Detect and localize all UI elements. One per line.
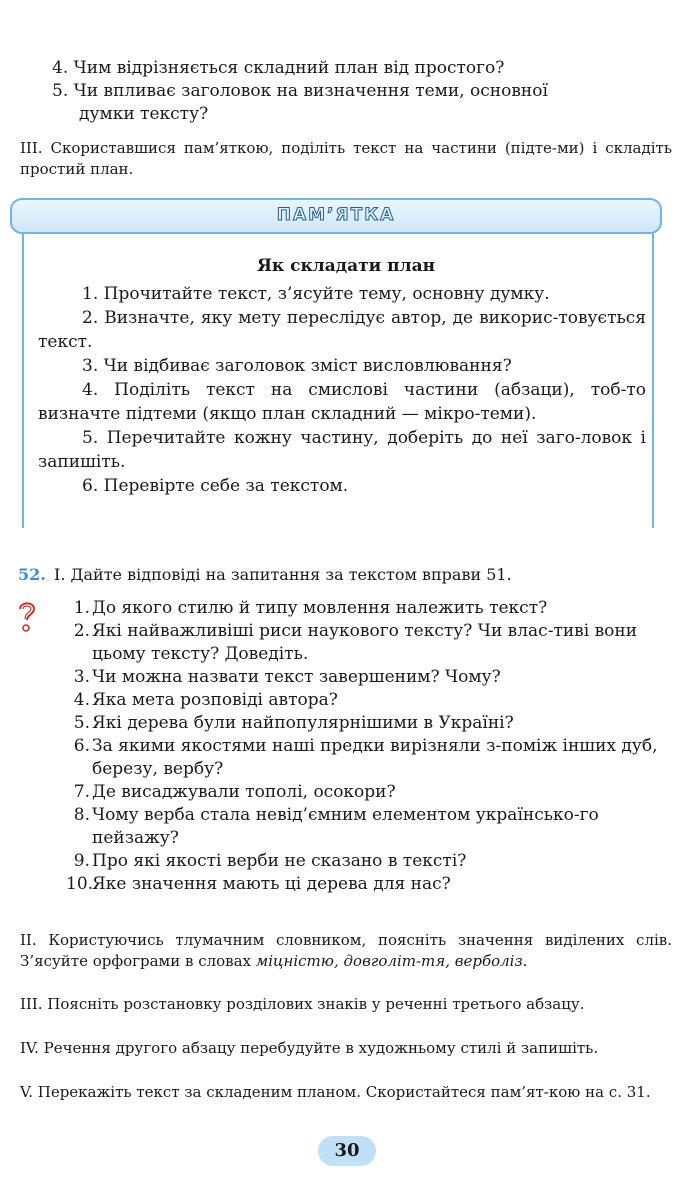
question-number: 2. [73, 621, 90, 641]
memo-right-border [652, 232, 654, 528]
question-number: 8. [73, 805, 90, 825]
task-2 [20, 930, 672, 972]
page-number: 30 [334, 1140, 360, 1161]
question-text: Чому верба стала невід’ємним елементом українсько-го пейзажу? [92, 805, 599, 848]
memo-step: 1. Прочитайте текст, з’ясуйте тему, основну думку. [82, 284, 550, 304]
question-text: Чим відрізняється складний план від простого? [73, 58, 505, 78]
memo-left-border [22, 232, 24, 528]
memo-header-banner [10, 198, 662, 234]
question-text: Про які якості верби не сказано в тексті? [92, 851, 467, 871]
question-number: 9. [73, 851, 90, 871]
question-number: 5. [52, 81, 69, 101]
task-2-text: ІІ. Користуючись тлумачним словником, поясніть значення виділених слів. З’ясуйте орфограми в словах [20, 931, 672, 970]
memo-step: 6. Перевірте себе за текстом. [82, 476, 349, 496]
memo-step: 4. Поділіть текст на смислові частини (абзаци), тоб-то визначте підтеми (якщо план складний — мікро-теми). [38, 380, 646, 424]
question-text: Яка мета розповіді автора? [92, 690, 338, 710]
question-text: Які найважливіші риси наукового тексту? Чи влас-тиві вони цьому тексту? Доведіть. [92, 621, 638, 664]
task-3: ІІІ. Поясніть розстановку розділових знаків у реченні третього абзацу. [20, 995, 585, 1013]
question-text: До якого стилю й типу мовлення належить текст? [92, 598, 548, 618]
question-number: 1. [73, 598, 90, 618]
list-item [66, 735, 676, 781]
memo-step: 5. Перечитайте кожну частину, доберіть до неї заго-ловок і запишіть. [38, 428, 646, 472]
question-number: 6. [73, 736, 90, 756]
exercise-number: 52. [18, 565, 46, 584]
task-5: V. Перекажіть текст за складеним планом. Скористайтеся пам’ят-кою на с. 31. [20, 1083, 651, 1101]
exercise-intro: І. Дайте відповіді на запитання за текстом вправи 51. [54, 565, 512, 584]
question-5 [52, 80, 548, 103]
list-item [66, 781, 676, 804]
memo-step: 3. Чи відбиває заголовок зміст висловлювання? [82, 356, 512, 376]
question-number: 10. [66, 874, 94, 894]
task-3-intro: ІІІ. Скориставшися пам’яткою, поділіть текст на частини (підте-ми) і складіть простий план. [20, 139, 672, 178]
question-number: 4. [73, 690, 90, 710]
list-item [66, 597, 676, 620]
list-item [66, 666, 676, 689]
question-4 [52, 57, 504, 80]
task-2-italic-words: міцністю, довголіт-тя, верболіз. [255, 952, 528, 970]
list-item [66, 873, 676, 896]
question-text: Яке значення мають ці дерева для нас? [92, 874, 451, 894]
page-number-badge [318, 1136, 376, 1166]
question-text: Чи можна назвати текст завершеним? Чому? [92, 667, 501, 687]
memo-steps [38, 282, 646, 498]
question-mark-icon [14, 598, 40, 634]
list-item [66, 689, 676, 712]
question-text: Де висаджували тополі, осокори? [92, 782, 396, 802]
list-item [66, 804, 676, 850]
question-number: 7. [73, 782, 90, 802]
task-4: ІV. Речення другого абзацу перебудуйте в художньому стилі й запишіть. [20, 1039, 599, 1057]
memo-step: 2. Визначте, яку мету переслідує автор, де викорис-товується текст. [38, 308, 646, 352]
memo-header-title: ПАМ’ЯТКА [276, 205, 396, 225]
list-item [66, 850, 676, 873]
question-5-continuation: думки тексту? [79, 104, 209, 124]
question-number: 3. [73, 667, 90, 687]
question-number: 4. [52, 58, 69, 78]
question-number: 5. [73, 713, 90, 733]
question-text: Які дерева були найпопулярнішими в Україні? [92, 713, 514, 733]
question-text: Чи впливає заголовок на визначення теми, основної [73, 81, 548, 101]
question-text: За якими якостями наші предки вирізняли з-поміж інших дуб, березу, вербу? [92, 736, 658, 779]
list-item [66, 712, 676, 735]
exercise-questions [66, 597, 676, 896]
list-item [66, 620, 676, 666]
memo-title: Як складати план [256, 256, 436, 276]
